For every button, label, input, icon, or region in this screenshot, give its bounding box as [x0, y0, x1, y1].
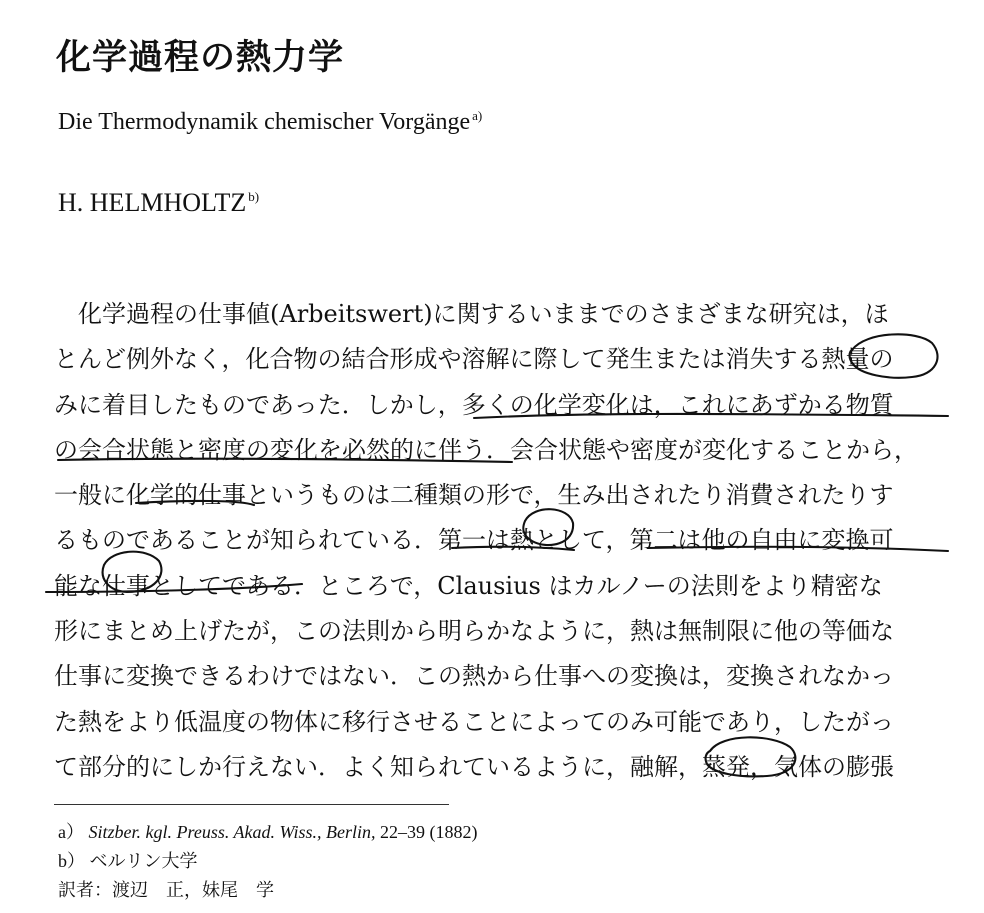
footnote-b-label: b） — [58, 851, 85, 871]
author-note-marker: b) — [248, 189, 260, 205]
translator-credit: 訳者：渡辺 正，妹尾 学 — [58, 880, 274, 900]
paragraph-line: るものであることが知られている．第一は熱として，第二は他の自由に変換可 — [54, 526, 894, 555]
author-surname: HELMHOLTZ — [89, 188, 247, 217]
author-line — [58, 188, 259, 218]
footnote-a-pages: 22–39 (1882) — [375, 822, 478, 842]
paragraph-line: みに着目したものであった．しかし，多くの化学変化は，これにあずかる物質 — [54, 390, 894, 419]
paragraph-line: とんど例外なく，化合物の結合形成や溶解に際して発生または消失する熱量の — [54, 345, 894, 374]
paragraph-line: て部分的にしか行えない．よく知られているように，融解，蒸発，気体の膨張 — [54, 752, 894, 781]
paragraph-line: 形にまとめ上げたが，この法則から明らかなように，熱は無制限に他の等価な — [54, 617, 894, 646]
paragraph-line: 一般に化学的仕事というものは二種類の形で，生み出されたり消費されたりす — [54, 481, 894, 510]
footnote-a-label: a） — [58, 822, 84, 842]
paragraph-line: 仕事に変換できるわけではない．この熱から仕事への変換は，変換されなかっ — [54, 662, 894, 691]
body-paragraph — [54, 292, 934, 790]
page-title: 化学過程の熱力学 — [56, 37, 345, 78]
paragraph-line: 能な仕事としてである．ところで，Clausius はカルノーの法則をより精密な — [54, 571, 883, 600]
paragraph-line: た熱をより低温度の物体に移行させることによってのみ可能であり，したがっ — [54, 707, 894, 736]
subtitle-note-marker: a) — [472, 108, 483, 123]
footnote-b — [58, 847, 918, 876]
paragraph-line: の会合状態と密度の変化を必然的に伴う．会合状態や密度が変化することから， — [54, 435, 918, 464]
footnote-divider — [54, 804, 449, 805]
paragraph-line: 化学過程の仕事値(Arbeitswert)に関するいままでのさまざまな研究は，ほ — [78, 300, 889, 328]
footnote-a-source: Sitzber. kgl. Preuss. Akad. Wiss., Berlin, — [88, 822, 376, 842]
subtitle — [58, 108, 482, 136]
footnotes — [58, 818, 918, 905]
author-initial: H. — [58, 188, 90, 217]
subtitle-text: Die Thermodynamik chemischer Vorgänge — [58, 109, 471, 135]
footnote-b-text: ベルリン大学 — [89, 851, 198, 871]
footnote-a — [58, 818, 918, 847]
